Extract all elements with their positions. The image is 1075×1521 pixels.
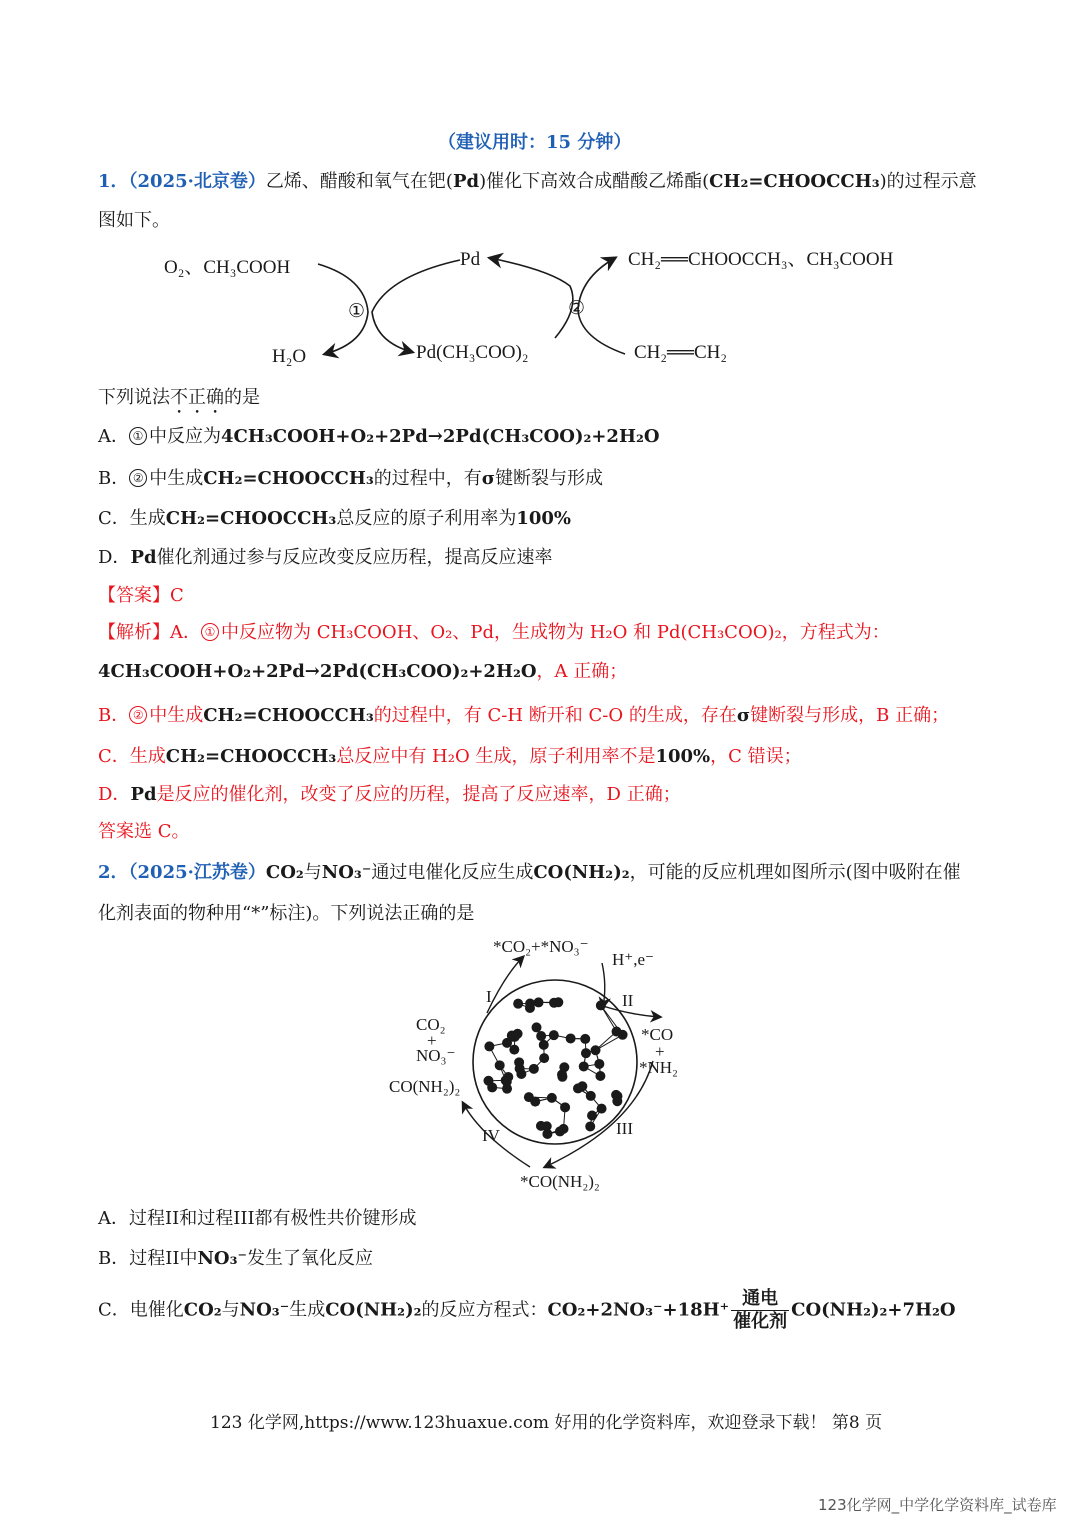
analysis-prefix: B． [98,705,130,726]
q1-reactants-left: O₂、CH₃COOH [164,257,291,278]
q1-question-a: 下列说法 [98,387,170,408]
q1-analysis-a [98,621,890,645]
catalyst-atom [539,1053,549,1063]
analysis-text: 是反应的催化剂，改变了反应的历程，提高了反应速率，D 正确； [156,784,681,805]
circled-number: ① [129,427,147,445]
q2-source: （2025·江苏卷） [128,862,266,883]
q2-urea-left: CO(NH₂)₂ [389,1077,461,1096]
q2-right-plus: + [655,1042,665,1061]
reaction-condition [731,1288,789,1333]
option-text: 生成 [289,1299,326,1321]
circled-number: ② [129,706,147,724]
q2-h-e: H⁺,e⁻ [612,950,655,969]
catalyst-atom [597,1104,607,1114]
equation-left: CO₂+2NO₃⁻+18H⁺ [547,1299,730,1321]
q1-conclusion: 答案选 C。 [98,821,190,842]
q1-stem-b: )催化下高效合成醋酸乙烯酯( [479,171,710,192]
catalyst-atom [534,997,544,1007]
q1-arrow-right [578,258,625,354]
catalyst-atom [579,1061,589,1071]
option-text: 中生成 [149,468,204,489]
q2-stem [98,861,961,885]
equation-right: CO(NH₂)₂+7H₂O [791,1299,956,1321]
catalyst-atom [573,1083,583,1093]
analysis-equation: 4CH₃COOH+O₂+2Pd→2Pd(CH₃COO)₂+2H₂O [98,661,537,682]
analysis-text: ，C 错误； [710,746,802,767]
catalyst-atom [586,1091,596,1101]
analysis-text: 的过程中，有 C-H 断开和 C-O 的生成，存在 [373,705,737,726]
catalyst-atom [591,1045,601,1055]
q2-top-species: *CO₂+*NO₃⁻ [493,937,589,956]
page-footer: 123 化学网,https://www.123huaxue.com 好用的化学资料库，欢迎登录下载！ 第8 页 [210,1413,883,1433]
option-text: 发生了氧化反应 [247,1248,373,1269]
option-formula: Pd [130,547,157,568]
option-text: 的反应方程式： [421,1299,548,1321]
q1-step1: ① [348,301,366,322]
q1-product: CH₂=CHOOCCH₃ [709,171,880,192]
analysis-text: 键断裂与形成，B 正确； [750,705,950,726]
q2-co2: CO₂ [265,862,304,883]
analysis-formula: CH₂=CHOOCCH₃ [203,705,374,726]
analysis-formula: CH₂=CHOOCCH₃ [165,746,337,767]
option-formula: NO₃⁻ [239,1299,290,1321]
analysis-text: 总反应中有 H₂O 生成，原子利用率不是 [336,746,656,767]
option-text: 总反应的原子利用率为 [336,508,517,529]
catalyst-atom [612,1027,622,1037]
catalyst-atom [532,1022,542,1032]
q2-label-IV: IV [482,1126,500,1145]
answer-label: 【答案】 [98,585,170,606]
analysis-text: ，A 正确； [536,661,628,682]
catalyst-atom [547,1093,557,1103]
catalyst-atom [513,999,523,1009]
catalyst-atom [509,1045,519,1055]
catalyst-atom [495,1060,505,1070]
analysis-value: 100% [655,746,711,767]
catalyst-atom [559,1062,569,1072]
sigma-symbol: σ [736,705,751,726]
catalyst-atom [612,1096,622,1106]
condition-bottom: 催化剂 [733,1311,788,1332]
q2-left-plus: + [427,1031,437,1050]
analysis-prefix: D． [98,784,131,805]
circled-number: ② [129,469,147,487]
time-suggestion: （建议用时：15 分钟） [438,132,632,153]
q1-stem [98,170,977,194]
option-text: 过程II和过程III都有极性共价键形成 [129,1208,417,1229]
q2-option-a[interactable] [98,1207,417,1231]
q2-right-nh2: *NH₂ [639,1058,678,1077]
q1-option-a[interactable] [98,425,660,449]
q2-text-c: ，可能的反应机理如图所示(图中吸附在催 [629,862,961,883]
q1-products-right: CH₂══CHOOCCH₃、CH₃COOH [628,249,894,270]
q2-no3: NO₃⁻ [321,862,372,883]
option-text: 催化剂通过参与反应改变反应历程，提高反应速率 [156,547,553,568]
catalyst-atom [515,1064,525,1074]
catalyst-atom [559,1124,569,1134]
catalyst-atom [560,1102,570,1112]
q1-analysis-b [98,704,949,728]
option-text: 过程II中 [129,1248,198,1269]
q1-question-end: 的是 [224,387,260,408]
q1-arrow-pd-to-intermediate [372,260,460,352]
q2-option-b[interactable] [98,1247,373,1271]
q1-question-emph: 不正确 [170,387,224,408]
option-label: A． [98,1208,129,1229]
option-text: 生成 [129,508,166,529]
analysis-text: 中反应物为 CH₃COOH、O₂、Pd，生成物为 H₂O 和 Pd(CH₃COO)₂，方程式为： [221,622,890,643]
q2-text-b: 通过电催化反应生成 [371,862,534,883]
catalyst-atom [581,1048,591,1058]
q2-text-a: 与 [303,862,322,883]
q2-left-no3: NO₃⁻ [416,1046,456,1065]
q2-label-I: I [486,987,492,1006]
option-text: 键断裂与形成 [495,468,604,489]
q2-option-c[interactable] [98,1288,956,1333]
option-equation: 4CH₃COOH+O₂+2Pd→2Pd(CH₃COO)₂+2H₂O [221,426,660,447]
catalyst-atom [536,1031,546,1041]
option-value: 100% [516,508,572,529]
q1-option-b[interactable] [98,467,603,491]
q1-ethylene: CH₂══CH₂ [634,342,727,363]
catalyst-atom [484,1041,494,1051]
catalyst-atom [566,1033,576,1043]
analysis-prefix: C． [98,746,130,767]
analysis-prefix: A． [170,622,201,643]
q1-option-c[interactable] [98,507,571,531]
option-text: 与 [221,1299,240,1321]
option-text: 的过程中，有 [373,468,482,489]
q2-stem-line2: 化剂表面的物种用“*”标注)。下列说法正确的是 [98,903,475,924]
q1-source: （2025·北京卷） [128,171,266,192]
q1-step2: ② [568,298,586,319]
catalyst-atom [585,1121,595,1131]
option-formula: CH₂=CHOOCCH₃ [165,508,337,529]
catalyst-atom [587,1110,597,1120]
q2-label-II: II [622,991,634,1010]
q2-urea-bottom: *CO(NH₂)₂ [520,1172,600,1191]
analysis-text: 生成 [129,746,166,767]
q1-question [98,386,260,418]
option-formula: CO₂ [183,1299,222,1321]
catalyst-atom [542,1129,552,1139]
catalyst-atom [483,1076,493,1086]
option-label: C． [98,1299,130,1321]
q1-answer [98,584,184,608]
q1-analysis-a-eq [98,660,627,684]
q1-analysis-c [98,745,802,769]
circled-number: ① [201,623,219,641]
option-label: B． [98,1248,130,1269]
q2-right-co: *CO [641,1025,674,1044]
q2-urea: CO(NH₂)₂ [533,862,630,883]
analysis-text: 中生成 [149,705,204,726]
option-formula: CO(NH₂)₂ [325,1299,422,1321]
analysis-label: 【解析】 [98,622,170,643]
q1-pd-label: Pd [460,249,481,270]
q1-h2o: H₂O [272,346,307,367]
q1-pd: Pd [452,171,480,192]
option-label: B． [98,468,130,489]
analysis-formula: Pd [130,784,157,805]
q1-analysis-d [98,783,681,807]
q1-option-d[interactable] [98,546,553,570]
option-text: 电催化 [129,1299,184,1321]
q2-left-co2: CO₂ [416,1015,446,1034]
q1-stem-line2: 图如下。 [98,210,170,231]
condition-top: 通电 [731,1288,789,1311]
option-formula: CH₂=CHOOCCH₃ [203,468,374,489]
catalyst-atom [549,998,559,1008]
watermark: 123化学网_中学化学资料库_试卷库 [818,1496,1057,1514]
catalyst-atom [595,1071,605,1081]
answer-value: C [170,585,184,606]
catalyst-atom [580,1034,590,1044]
option-label: C． [98,508,130,529]
q1-number: 1． [98,171,129,192]
q2-label-III: III [616,1119,633,1138]
option-formula: NO₃⁻ [197,1248,247,1269]
catalyst-atom [507,1031,517,1041]
option-label: D． [98,547,131,568]
option-text: 中反应为 [149,426,221,447]
sigma-symbol: σ [481,468,496,489]
catalyst-atom [525,999,535,1009]
catalyst-atom [503,1072,513,1082]
option-label: A． [98,426,129,447]
catalyst-atom [530,1097,540,1107]
catalyst-atom [529,1064,539,1074]
q1-stem-a: 乙烯、醋酸和氧气在钯( [265,171,453,192]
q1-stem-c: )的过程示意 [879,171,977,192]
q1-arrow-back-to-pd [490,258,573,338]
catalyst-atom [594,1059,604,1069]
q2-number: 2． [98,862,129,883]
catalyst-atom [539,1040,549,1050]
catalyst-atom [549,1030,559,1040]
q1-intermediate: Pd(CH₃COO)₂ [416,342,529,363]
